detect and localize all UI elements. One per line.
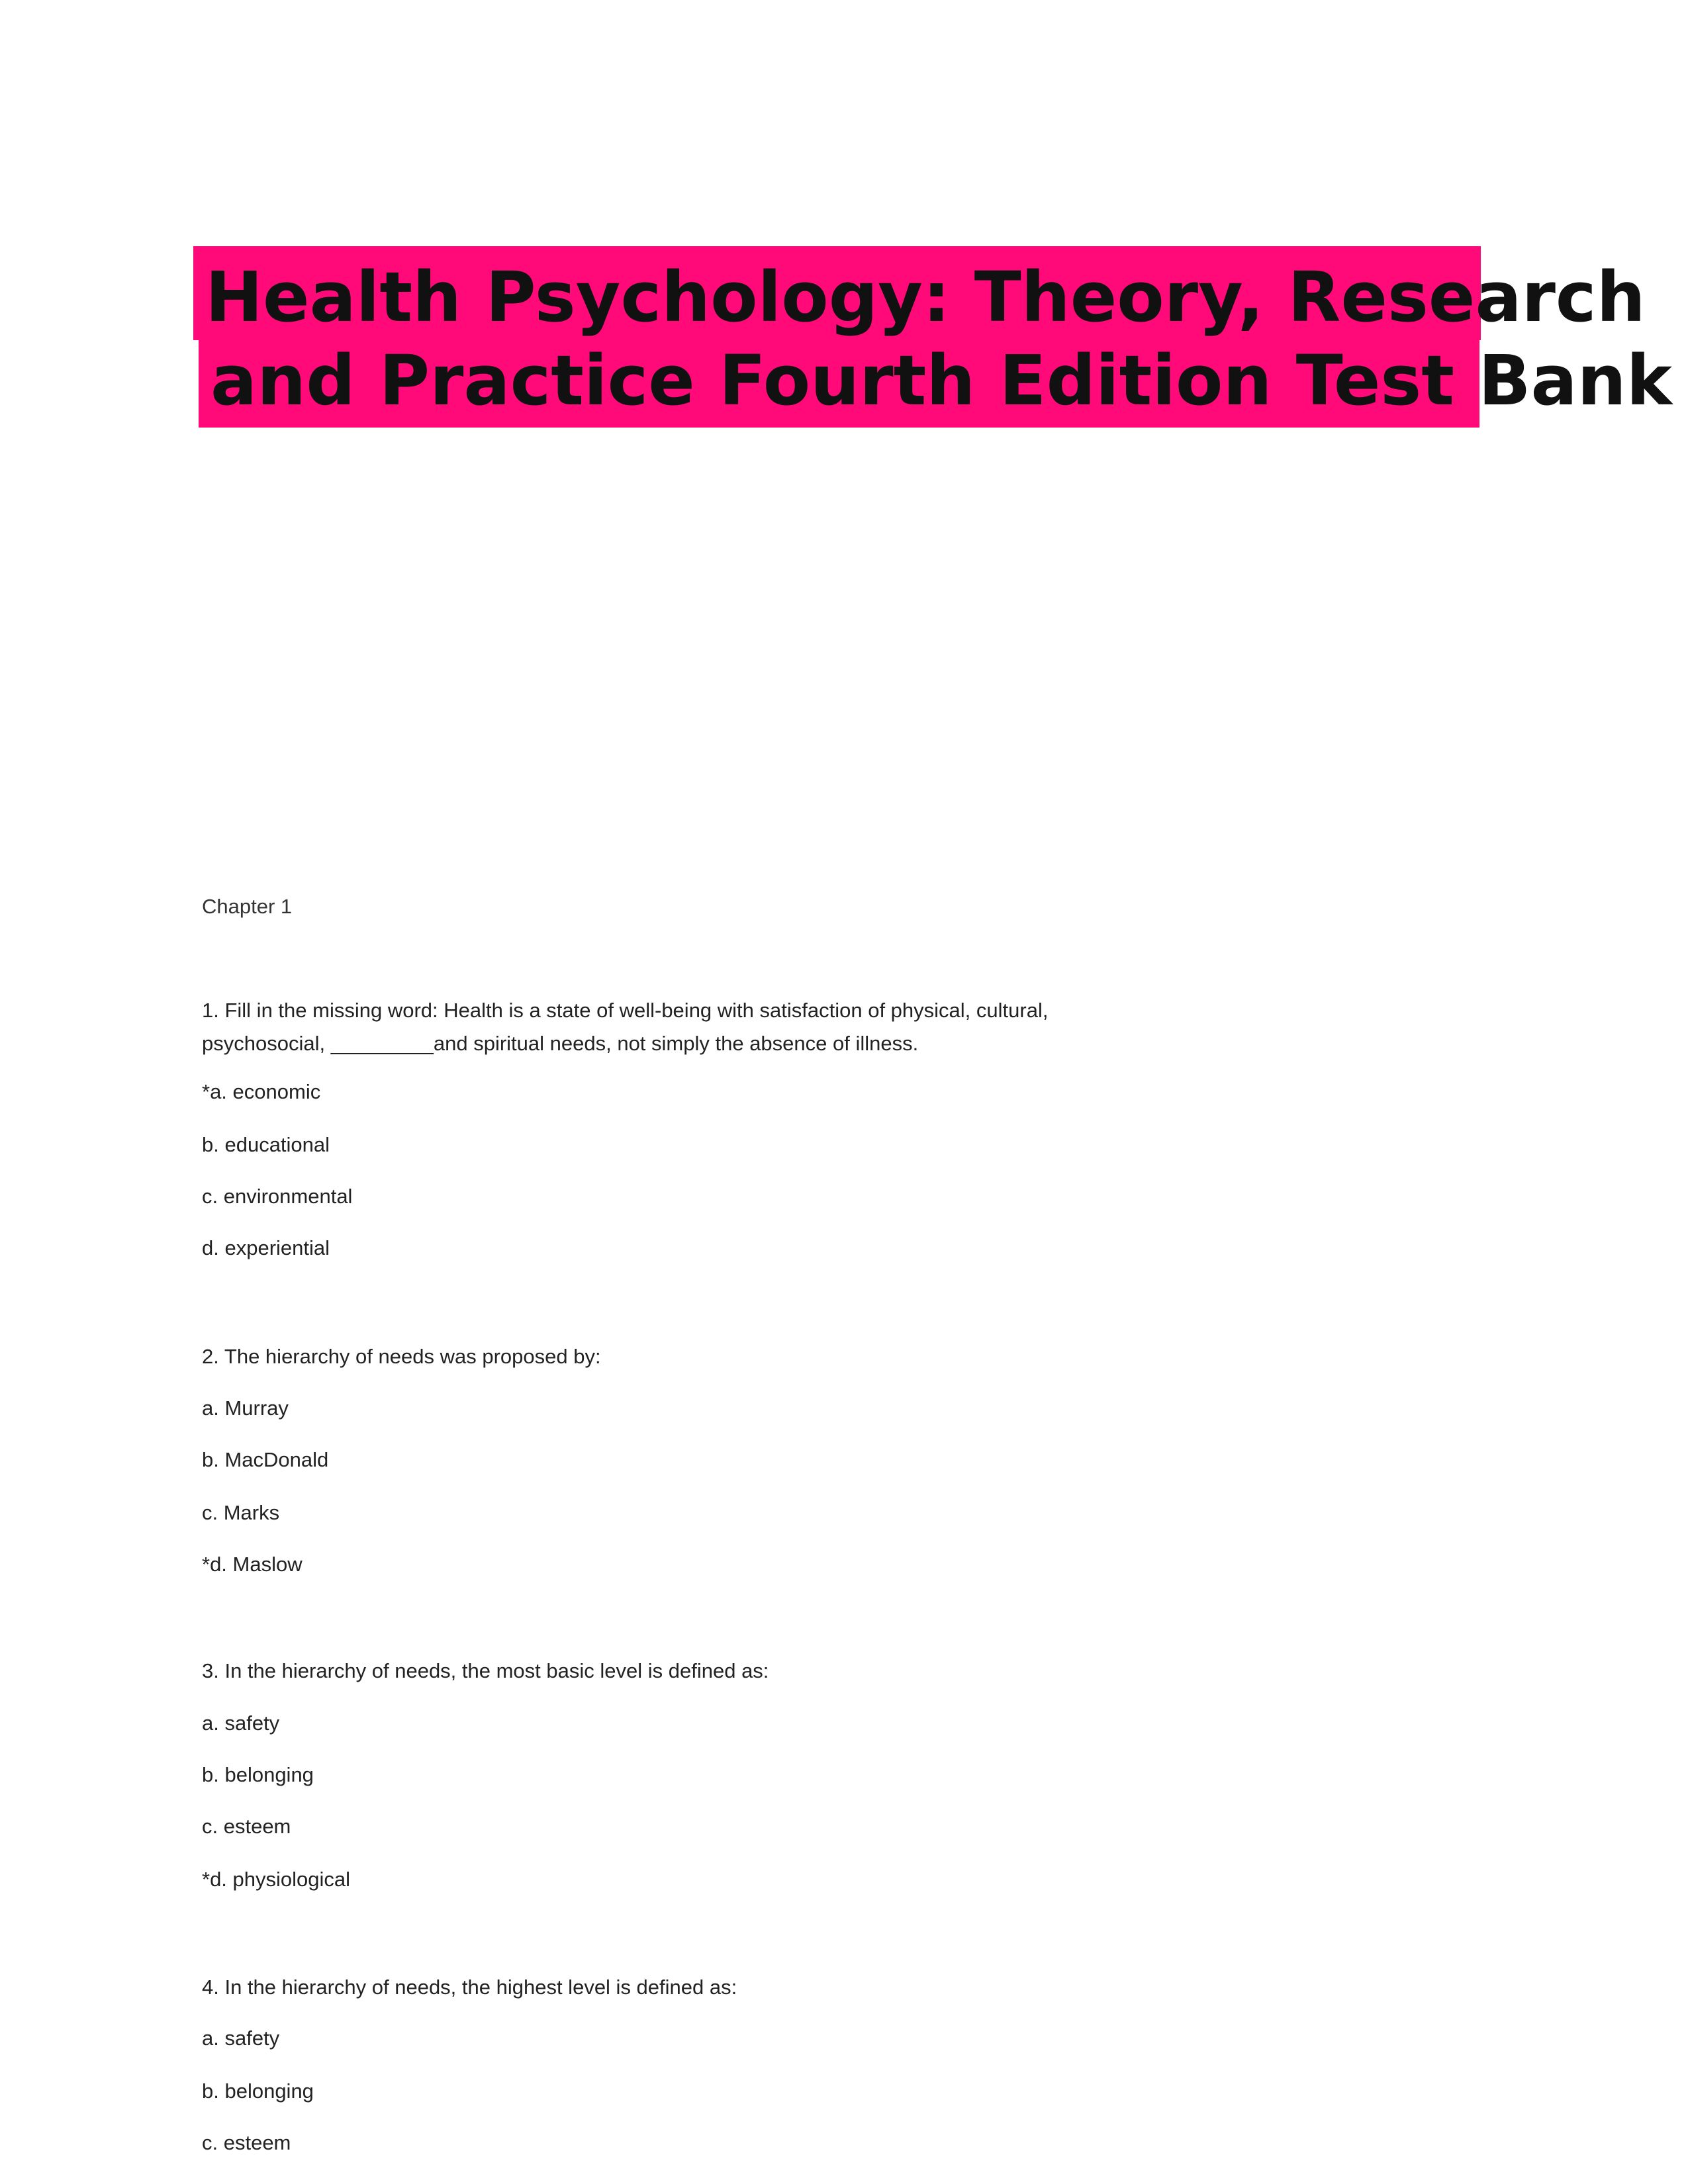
chapter-heading: Chapter 1: [202, 895, 293, 918]
question-3-option-a: a. safety: [202, 1711, 280, 1735]
question-2-stem: [202, 1340, 1195, 1373]
question-1-stem-line-2: psychosocial, _________and spiritual needs, not simply the absence of illness.: [202, 1032, 919, 1055]
question-2-option-c: c. Marks: [202, 1501, 280, 1524]
question-2-stem-line-1: 2. The hierarchy of needs was proposed by:: [202, 1345, 601, 1368]
question-4-stem: [202, 1971, 1195, 2004]
question-1-option-b: b. educational: [202, 1133, 330, 1156]
question-1-stem: [202, 994, 1195, 1060]
question-1-option-d: d. experiential: [202, 1236, 330, 1259]
title-line-1: Health Psychology: Theory, Research: [193, 246, 1481, 340]
question-3-option-b: b. belonging: [202, 1763, 314, 1786]
question-1-stem-line-1: 1. Fill in the missing word: Health is a state of well-being with satisfaction of physical, cultural,: [202, 999, 1049, 1022]
question-2-option-a: a. Murray: [202, 1396, 289, 1420]
question-3-option-d: *d. physiological: [202, 1868, 351, 1891]
question-3-stem: [202, 1655, 1195, 1688]
question-3-stem-line-1: 3. In the hierarchy of needs, the most basic level is defined as:: [202, 1659, 769, 1682]
question-1-option-c: c. environmental: [202, 1185, 353, 1208]
question-2-option-b: b. MacDonald: [202, 1448, 329, 1471]
title-line-2: and Practice Fourth Edition Test Bank: [199, 334, 1479, 428]
question-1-option-a: *a. economic: [202, 1080, 321, 1103]
question-2-option-d: *d. Maslow: [202, 1553, 303, 1576]
document-title: [193, 246, 1672, 428]
question-4-option-a: a. safety: [202, 2026, 280, 2050]
question-3-option-c: c. esteem: [202, 1815, 291, 1838]
question-4-option-c: c. esteem: [202, 2131, 291, 2154]
question-4-stem-line-1: 4. In the hierarchy of needs, the highest level is defined as:: [202, 1976, 737, 1999]
question-4-option-b: b. belonging: [202, 2079, 314, 2103]
